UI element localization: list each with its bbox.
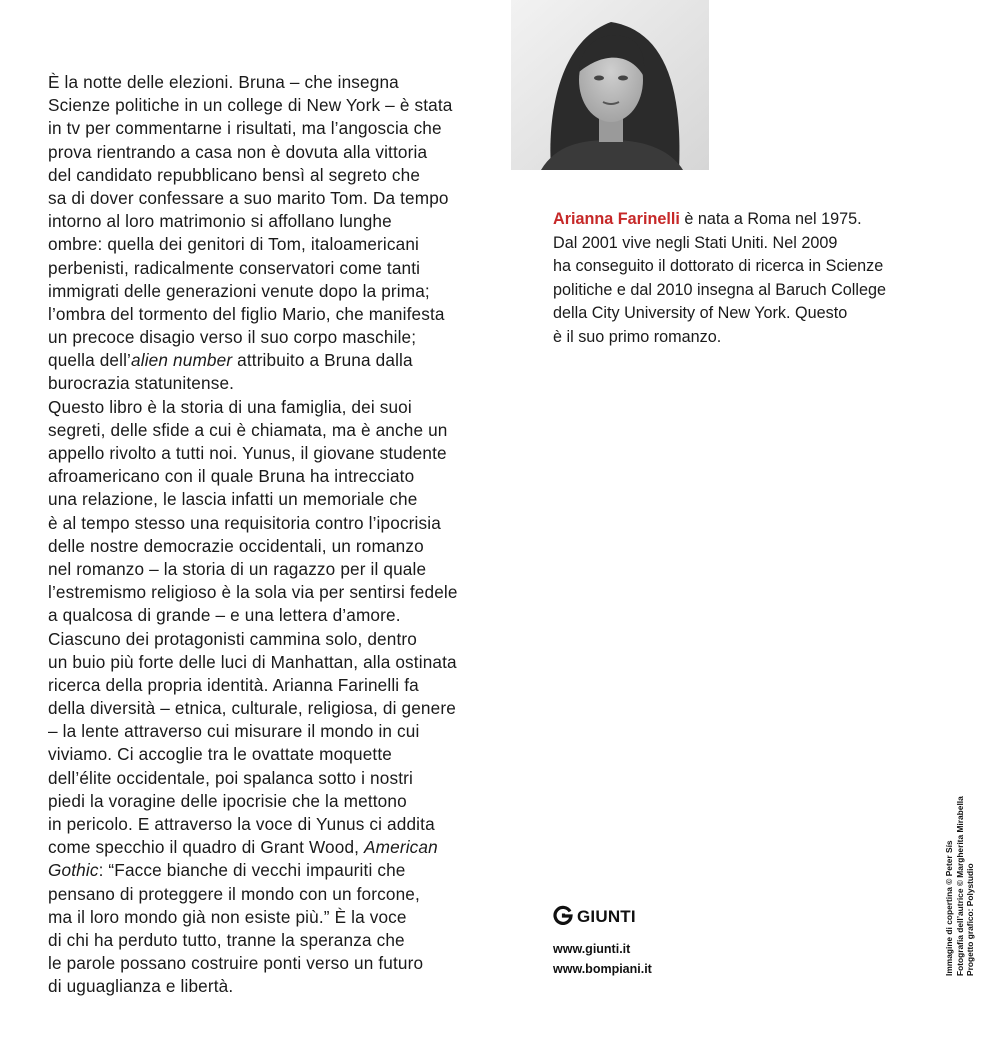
- author-photo: [511, 0, 709, 170]
- bio-first-line-rest: è nata a Roma nel 1975.: [679, 210, 862, 228]
- blurb-line: [48, 581, 488, 604]
- blurb-segment: È la notte delle elezioni. Bruna – che insegna: [48, 72, 399, 92]
- giunti-logo-icon: [553, 905, 573, 930]
- blurb-line: [48, 233, 488, 256]
- blurb-line: [48, 720, 488, 743]
- credit-line: Fotografia dell’autrice © Margherita Mirabella: [954, 796, 965, 976]
- blurb-line: [48, 836, 488, 859]
- blurb-segment: del candidato repubblicano bensì al segreto che: [48, 164, 421, 185]
- credit-line: Progetto grafico: Polystudio: [965, 863, 975, 976]
- blurb-italic-segment: alien number: [131, 350, 233, 371]
- blurb-line: [48, 187, 488, 210]
- author-bio: [553, 208, 953, 349]
- blurb-segment: delle nostre democrazie occidentali, un romanzo: [48, 535, 424, 556]
- bio-line: della City University of New York. Questo: [553, 304, 848, 322]
- blurb-segment: è al tempo stesso una requisitoria contro l’ipocrisia: [48, 512, 441, 533]
- blurb-segment: perbenisti, radicalmente conservatori come tanti: [48, 257, 421, 278]
- blurb-italic-segment: American: [364, 837, 438, 858]
- blurb-line: [48, 859, 488, 882]
- blurb-line: [48, 117, 488, 140]
- blurb-line: [48, 512, 488, 535]
- blurb-segment: burocrazia statunitense.: [48, 373, 235, 394]
- blurb-segment: di chi ha perduto tutto, tranne la speranza che: [48, 929, 405, 950]
- blurb-segment: segreti, delle sfide a cui è chiamata, ma è anche un: [48, 419, 448, 440]
- credit-line: Immagine di copertina © Peter Sís: [944, 840, 954, 976]
- blurb-segment: prova rientrando a casa non è dovuta alla vittoria: [48, 141, 428, 162]
- blurb-segment: viviamo. Ci accoglie tra le ovattate moquette: [48, 744, 392, 765]
- blurb-segment: intorno al loro matrimonio si affollano lunghe: [48, 211, 392, 232]
- blurb-line: [48, 349, 488, 372]
- blurb-segment: l’ombra del tormento del figlio Mario, che manifesta: [48, 303, 445, 324]
- blurb-segment: di uguaglianza e libertà.: [48, 976, 234, 997]
- bio-line: ha conseguito il dottorato di ricerca in Scienze: [553, 257, 884, 275]
- bompiani-link[interactable]: www.bompiani.it: [553, 962, 652, 976]
- blurb-line: [48, 372, 488, 395]
- blurb-line: [48, 94, 488, 117]
- blurb-segment: ma il loro mondo già non esiste più.” È la voce: [48, 906, 407, 927]
- blurb-line: [48, 396, 488, 419]
- blurb-line: [48, 535, 488, 558]
- blurb-segment: attribuito a Bruna dalla: [232, 350, 413, 371]
- blurb-segment: le parole possano costruire ponti verso un futuro: [48, 953, 424, 974]
- blurb-segment: ricerca della propria identità. Arianna Farinelli fa: [48, 674, 419, 695]
- blurb-line: [48, 488, 488, 511]
- blurb-segment: una relazione, le lascia infatti un memoriale che: [48, 489, 418, 510]
- blurb-segment: ombre: quella dei genitori di Tom, italoamericani: [48, 234, 420, 255]
- blurb-line: [48, 674, 488, 697]
- author-name: Arianna Farinelli: [553, 210, 680, 228]
- blurb-line: [48, 465, 488, 488]
- blurb-segment: un precoce disagio verso il suo corpo maschile;: [48, 327, 417, 348]
- blurb-line: [48, 813, 488, 836]
- publisher-links: [553, 939, 652, 979]
- blurb-segment: – la lente attraverso cui misurare il mondo in cui: [48, 721, 420, 742]
- blurb-line: [48, 71, 488, 94]
- blurb-segment: della diversità – etnica, culturale, religiosa, di genere: [48, 698, 456, 719]
- blurb-line: [48, 929, 488, 952]
- blurb-segment: Scienze politiche in un college di New York – è stata: [48, 95, 453, 116]
- blurb-segment: Ciascuno dei protagonisti cammina solo, dentro: [48, 628, 417, 649]
- blurb-line: [48, 906, 488, 929]
- blurb-line: [48, 280, 488, 303]
- blurb-segment: dell’élite occidentale, poi spalanca sotto i nostri: [48, 767, 413, 788]
- blurb-line: [48, 697, 488, 720]
- blurb-line: [48, 952, 488, 975]
- blurb-line: [48, 442, 488, 465]
- bio-line: [553, 208, 953, 232]
- blurb-line: [48, 141, 488, 164]
- logo-text: GIUNTI: [577, 907, 636, 926]
- blurb-line: [48, 975, 488, 998]
- blurb-line: [48, 767, 488, 790]
- blurb-line: [48, 790, 488, 813]
- giunti-logo: [553, 902, 636, 932]
- blurb-segment: in pericolo. E attraverso la voce di Yunus ci addita: [48, 814, 435, 834]
- image-credits: [944, 796, 976, 976]
- bio-line: Dal 2001 vive negli Stati Uniti. Nel 2009: [553, 233, 838, 252]
- blurb-line: [48, 883, 488, 906]
- giunti-link[interactable]: www.giunti.it: [553, 942, 631, 956]
- blurb-line: [48, 651, 488, 674]
- blurb-segment: afroamericano con il quale Bruna ha intrecciato: [48, 466, 415, 487]
- blurb-line: [48, 257, 488, 280]
- blurb-segment: a qualcosa di grande – e una lettera d’amore.: [48, 605, 401, 626]
- blurb-segment: quella dell’: [48, 350, 132, 371]
- blurb-line: [48, 326, 488, 349]
- bio-line: è il suo primo romanzo.: [553, 327, 722, 346]
- blurb-segment: pensano di proteggere il mondo con un forcone,: [48, 883, 420, 904]
- blurb-segment: Questo libro è la storia di una famiglia, dei suoi: [48, 396, 412, 417]
- bio-line: politiche e dal 2010 insegna al Baruch College: [553, 280, 886, 299]
- blurb-segment: : “Facce bianche di vecchi impauriti che: [98, 860, 406, 881]
- blurb-segment: immigrati delle generazioni venute dopo la prima;: [48, 280, 430, 301]
- blurb-segment: piedi la voragine delle ipocrisie che la mettono: [48, 790, 407, 811]
- blurb-line: [48, 743, 488, 766]
- blurb-line: [48, 303, 488, 326]
- blurb-segment: un buio più forte delle luci di Manhattan, alla ostinata: [48, 651, 457, 672]
- blurb-segment: in tv per commentarne i risultati, ma l’angoscia che: [48, 118, 442, 139]
- blurb-segment: nel romanzo – la storia di un ragazzo per il quale: [48, 558, 427, 579]
- blurb-segment: sa di dover confessare a suo marito Tom. Da tempo: [48, 187, 449, 208]
- blurb-line: [48, 628, 488, 651]
- blurb-line: [48, 164, 488, 187]
- blurb-italic-segment: Gothic: [48, 860, 99, 881]
- blurb-line: [48, 604, 488, 627]
- blurb-segment: l’estremismo religioso è la sola via per sentirsi fedele: [48, 582, 458, 603]
- book-blurb: [48, 71, 488, 999]
- blurb-segment: come specchio il quadro di Grant Wood,: [48, 837, 365, 858]
- blurb-line: [48, 419, 488, 442]
- blurb-segment: appello rivolto a tutti noi. Yunus, il giovane studente: [48, 443, 447, 463]
- blurb-line: [48, 210, 488, 233]
- blurb-line: [48, 558, 488, 581]
